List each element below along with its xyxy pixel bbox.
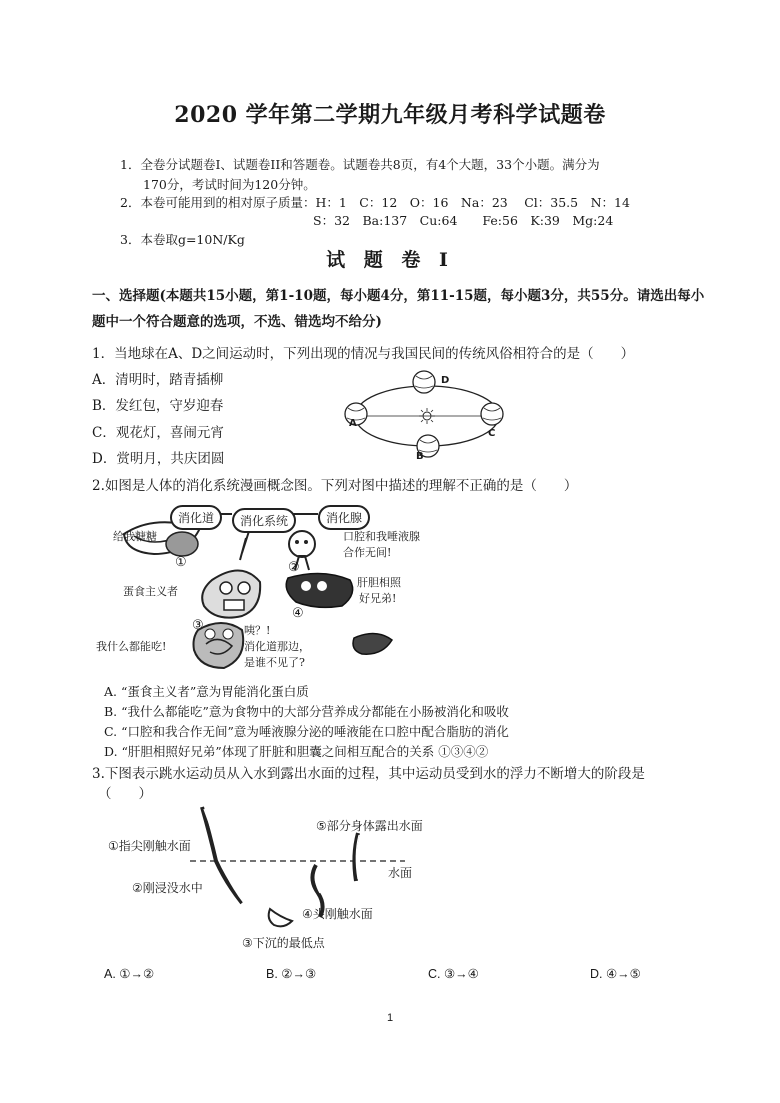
orbit-label-d: D	[441, 375, 450, 386]
question-3-option-c: C. ③→④	[428, 967, 479, 981]
cartoon-mouth-text: 给我糖糖	[113, 530, 157, 543]
bubble-digestive-gland: 消化腺	[318, 505, 370, 530]
liver-icon	[286, 573, 352, 607]
diver-label-3: ③下沉的最低点	[242, 936, 325, 950]
diver-label-4: ④头刚触水面	[302, 907, 373, 921]
earth-position-c	[481, 403, 503, 425]
section-title: 试 题 卷 I	[326, 249, 454, 271]
question-1-option-b: B．发红包，守岁迎春	[92, 398, 224, 414]
cartoon-num-4: ④	[292, 606, 304, 621]
question-2-option-c: C. “口腔和我合作无间”意为唾液腺分泌的唾液能在口腔中配合脂肪的消化	[104, 724, 509, 739]
cartoon-stomach-text: 蛋食主义者	[123, 585, 178, 598]
cartoon-num-1: ①	[175, 555, 187, 570]
orbit-label-b: B	[416, 451, 424, 462]
note-2-line-2: S：32 Ba:137 Cu:64 Fe:56 K:39 Mg:24	[313, 213, 614, 228]
section-intro-line-1: 一、选择题(本题共15小题，第1-10题，每小题4分，第11-15题，每小题3分，共55分。请选出每小	[92, 288, 705, 304]
question-3-option-a: A. ①→②	[104, 967, 155, 981]
cartoon-question-line-3: 是谁不见了?	[244, 656, 305, 669]
question-1-option-d: D．赏明月，共庆团圆	[92, 451, 225, 467]
water-surface-label: 水面	[388, 866, 413, 880]
question-2-option-d: D. “肝胆相照好兄弟”体现了肝脏和胆囊之间相互配合的关系 ①③④②	[104, 744, 489, 759]
orbit-label-c: C	[488, 428, 496, 439]
question-3-option-d: D. ④→⑤	[590, 967, 641, 981]
question-1-option-c: C．观花灯，喜闹元宵	[92, 425, 224, 441]
diver-label-5: ⑤部分身体露出水面	[316, 819, 423, 833]
orbit-label-a: A	[349, 418, 357, 429]
question-2-stem: 2.如图是人体的消化系统漫画概念图。下列对图中描述的理解不正确的是（ ）	[92, 478, 578, 494]
question-3-option-b: B. ②→③	[266, 967, 317, 981]
question-1-option-a: A．清明时，踏青插柳	[92, 372, 224, 388]
section-intro-line-2: 题中一个符合题意的选项，不选、错选均不给分)	[92, 314, 382, 330]
cartoon-saliva-line-1: 口腔和我唾液腺	[343, 530, 420, 543]
stomach-icon	[202, 570, 260, 617]
cartoon-num-2: ②	[288, 560, 300, 575]
earth-position-d	[413, 371, 435, 393]
exam-title: 2020 学年第二学期九年级月考科学试题卷	[174, 102, 606, 128]
page-number: 1	[386, 1012, 394, 1024]
cartoon-saliva-line-2: 合作无间!	[343, 546, 392, 559]
question-3-stem-line-1: 3.下图表示跳水运动员从入水到露出水面的过程，其中运动员受到水的浮力不断增大的阶段是	[92, 766, 645, 782]
cartoon-question-line-1: 咦？!	[244, 624, 271, 637]
note-1-line-2: 170分，考试时间为120分钟。	[143, 177, 316, 192]
bubble-digestive-system: 消化系统	[232, 508, 296, 533]
cartoon-liver-line-2: 好兄弟!	[359, 592, 397, 605]
note-2-line-1: 2．本卷可能用到的相对原子质量：H：1 C：12 O：16 Na：23 Cl：35.5 N：14	[120, 195, 630, 210]
cartoon-question-line-2: 消化道那边，	[244, 640, 310, 653]
note-3: 3．本卷取g=10N/Kg	[120, 232, 245, 247]
diver-label-2: ②刚浸没水中	[132, 881, 203, 895]
question-2-option-a: A. “蛋食主义者”意为胃能消化蛋白质	[104, 684, 309, 699]
cartoon-liver-line-1: 肝胆相照	[357, 576, 401, 589]
question-3-stem-line-2: （ ）	[98, 786, 152, 802]
earth-orbit-figure	[340, 368, 510, 468]
cartoon-intestine-text: 我什么都能吃!	[96, 640, 167, 653]
diver-label-1: ①指尖刚触水面	[108, 839, 191, 853]
cartoon-num-3: ③	[192, 618, 204, 633]
pancreas-icon	[353, 633, 392, 654]
question-2-option-b: B. “我什么都能吃”意为食物中的大部分营养成分都能在小肠被消化和吸收	[104, 704, 509, 719]
question-1-stem: 1．当地球在A、D之间运动时，下列出现的情况与我国民间的传统风俗相符合的是（ ）	[92, 346, 635, 362]
diver-3-icon	[269, 909, 292, 926]
bubble-digestive-tract: 消化道	[170, 505, 222, 530]
note-1-line-1: 1．全卷分试题卷I、试题卷II和答题卷。试题卷共8页，有4个大题，33个小题。满分为	[120, 157, 600, 172]
